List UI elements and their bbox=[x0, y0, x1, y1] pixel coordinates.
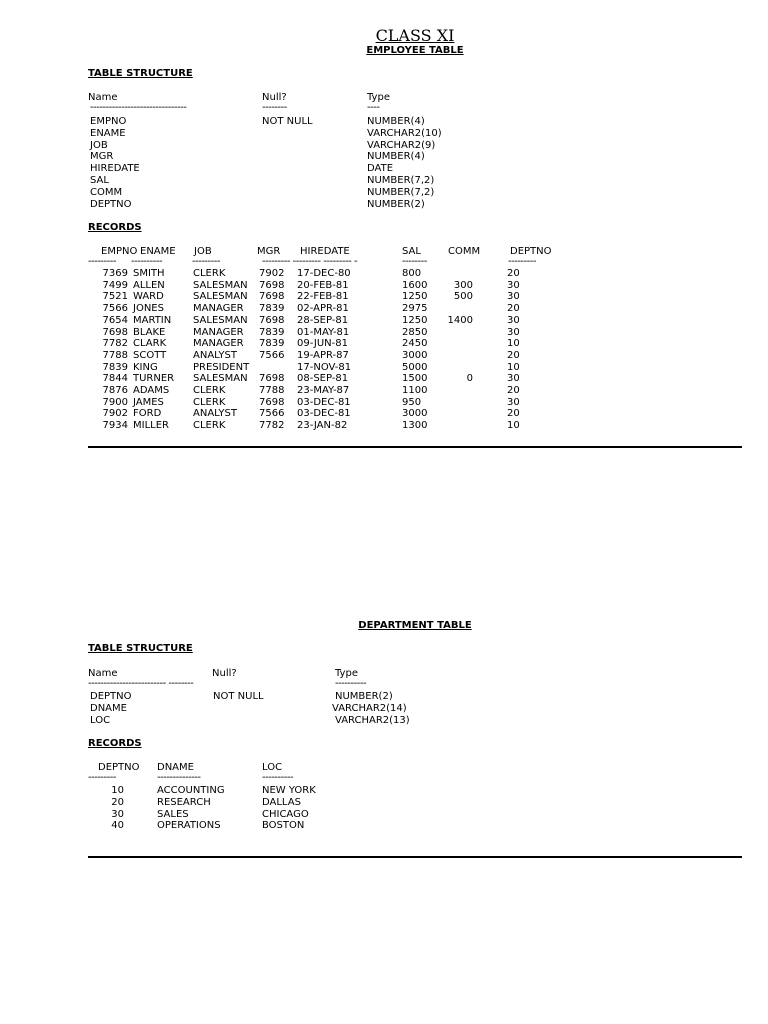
record-empno: 7788 bbox=[102, 349, 128, 361]
record-mgr: 7788 bbox=[259, 385, 285, 396]
record-job: ANALYST bbox=[193, 408, 237, 420]
record-job: MANAGER bbox=[193, 326, 244, 338]
structure-null: NOT NULL bbox=[213, 691, 264, 702]
employee-structure-dash-name: ------------------------------- bbox=[90, 102, 187, 113]
structure-name: LOC bbox=[90, 714, 111, 726]
record-deptno: 40 bbox=[111, 820, 124, 832]
record-sal: 2850 bbox=[402, 326, 428, 338]
record-sal: 1300 bbox=[402, 420, 428, 432]
department-header-dname: DNAME bbox=[157, 762, 194, 773]
record-job: CLERK bbox=[193, 420, 226, 432]
record-deptno: 20 bbox=[111, 796, 124, 808]
record-deptno: 10 bbox=[507, 420, 520, 432]
record-empno: 7782 bbox=[102, 338, 128, 350]
structure-type: VARCHAR2(9) bbox=[367, 139, 436, 151]
record-ename: WARD bbox=[133, 291, 164, 303]
department-dash-dname: -------------- bbox=[157, 772, 201, 783]
employee-header-deptno: DEPTNO bbox=[510, 246, 552, 257]
employee-structure-heading: TABLE STRUCTURE bbox=[88, 68, 193, 79]
record-deptno: 20 bbox=[507, 385, 520, 396]
department-section-rule bbox=[88, 856, 742, 858]
record-hiredate: 23-JAN-82 bbox=[297, 420, 348, 432]
record-deptno: 30 bbox=[507, 326, 520, 338]
structure-name: HIREDATE bbox=[90, 163, 140, 175]
record-ename: ADAMS bbox=[133, 385, 170, 396]
record-deptno: 20 bbox=[507, 408, 520, 420]
structure-name: DEPTNO bbox=[90, 691, 132, 702]
record-ename: TURNER bbox=[133, 373, 175, 385]
structure-name: DNAME bbox=[90, 702, 127, 714]
record-ename: SMITH bbox=[133, 268, 165, 279]
structure-type: VARCHAR2(13) bbox=[335, 714, 410, 726]
record-hiredate: 09-JUN-81 bbox=[297, 338, 348, 350]
employee-header-ename: ENAME bbox=[140, 246, 176, 257]
record-job: SALESMAN bbox=[193, 314, 248, 326]
record-job: CLERK bbox=[193, 268, 226, 279]
record-empno: 7934 bbox=[102, 420, 128, 432]
department-table-title: DEPARTMENT TABLE bbox=[358, 620, 472, 631]
record-sal: 2450 bbox=[402, 338, 428, 350]
structure-name: EMPNO bbox=[90, 116, 127, 127]
record-mgr: 7839 bbox=[259, 303, 285, 315]
record-ename: BLAKE bbox=[133, 326, 166, 338]
record-ename: CLARK bbox=[133, 338, 167, 350]
record-deptno: 10 bbox=[507, 361, 520, 373]
structure-type: NUMBER(2) bbox=[335, 691, 393, 702]
structure-null: NOT NULL bbox=[262, 116, 313, 127]
record-empno: 7900 bbox=[102, 396, 128, 408]
record-job: CLERK bbox=[193, 385, 226, 396]
department-dash-deptno: --------- bbox=[88, 772, 116, 783]
department-structure-header-type: Type bbox=[335, 668, 358, 679]
record-empno: 7369 bbox=[102, 268, 128, 279]
record-job: PRESIDENT bbox=[193, 361, 250, 373]
department-structure-dash-type: ---------- bbox=[335, 678, 367, 689]
department-structure-dash-namenull: ------------------------- -------- bbox=[88, 678, 194, 689]
employee-dash-job: --------- bbox=[192, 256, 220, 267]
record-mgr: 7566 bbox=[259, 349, 285, 361]
employee-header-comm: COMM bbox=[448, 246, 481, 257]
department-records-heading: RECORDS bbox=[88, 738, 142, 749]
employee-dash-deptno: --------- bbox=[508, 256, 536, 267]
record-mgr: 7698 bbox=[259, 279, 285, 291]
record-hiredate: 17-NOV-81 bbox=[297, 361, 352, 373]
employee-table-title: EMPLOYEE TABLE bbox=[366, 45, 464, 56]
structure-name: SAL bbox=[90, 175, 109, 186]
employee-dash-sal: -------- bbox=[402, 256, 427, 267]
structure-type: DATE bbox=[367, 163, 394, 175]
record-comm: 0 bbox=[466, 373, 473, 385]
employee-dash-ename: ---------- bbox=[131, 256, 163, 267]
record-job: SALESMAN bbox=[193, 291, 248, 303]
record-empno: 7839 bbox=[102, 361, 128, 373]
structure-name: DEPTNO bbox=[90, 198, 132, 210]
structure-name: MGR bbox=[90, 151, 114, 163]
record-sal: 2975 bbox=[402, 303, 428, 315]
record-hiredate: 03-DEC-81 bbox=[297, 408, 351, 420]
record-mgr: 7839 bbox=[259, 338, 285, 350]
record-ename: ALLEN bbox=[133, 279, 165, 291]
employee-structure-header-type: Type bbox=[367, 92, 390, 103]
record-sal: 3000 bbox=[402, 349, 428, 361]
employee-dash-empno: --------- bbox=[88, 256, 116, 267]
record-deptno: 30 bbox=[507, 396, 520, 408]
record-ename: MILLER bbox=[133, 420, 169, 432]
employee-structure-header-null: Null? bbox=[262, 92, 287, 103]
record-hiredate: 28-SEP-81 bbox=[297, 314, 349, 326]
record-loc: DALLAS bbox=[262, 796, 301, 808]
department-structure-header-null: Null? bbox=[212, 668, 237, 679]
department-header-deptno: DEPTNO bbox=[98, 762, 140, 773]
record-hiredate: 03-DEC-81 bbox=[297, 396, 351, 408]
structure-name: ENAME bbox=[90, 127, 126, 139]
structure-name: COMM bbox=[90, 186, 123, 198]
record-hiredate: 01-MAY-81 bbox=[297, 326, 350, 338]
record-deptno: 30 bbox=[507, 314, 520, 326]
record-ename: MARTIN bbox=[133, 314, 172, 326]
structure-name: JOB bbox=[90, 139, 108, 151]
department-header-loc: LOC bbox=[262, 762, 283, 773]
structure-type: NUMBER(4) bbox=[367, 116, 425, 127]
employee-header-empno: EMPNO bbox=[101, 246, 138, 257]
record-hiredate: 08-SEP-81 bbox=[297, 373, 349, 385]
record-empno: 7654 bbox=[102, 314, 128, 326]
record-empno: 7566 bbox=[102, 303, 128, 315]
record-deptno: 20 bbox=[507, 349, 520, 361]
employee-header-sal: SAL bbox=[402, 246, 421, 257]
record-hiredate: 23-MAY-87 bbox=[297, 385, 350, 396]
record-job: SALESMAN bbox=[193, 279, 248, 291]
record-dname: OPERATIONS bbox=[157, 820, 221, 832]
record-comm: 500 bbox=[453, 291, 473, 303]
record-dname: RESEARCH bbox=[157, 796, 211, 808]
record-sal: 1600 bbox=[402, 279, 428, 291]
record-deptno: 20 bbox=[507, 303, 520, 315]
record-sal: 5000 bbox=[402, 361, 428, 373]
record-hiredate: 19-APR-87 bbox=[297, 349, 349, 361]
employee-records-heading: RECORDS bbox=[88, 222, 142, 233]
department-structure-header-name: Name bbox=[88, 668, 118, 679]
record-mgr: 7566 bbox=[259, 408, 285, 420]
record-deptno: 10 bbox=[111, 785, 124, 796]
record-sal: 800 bbox=[402, 268, 422, 279]
record-mgr: 7698 bbox=[259, 314, 285, 326]
record-mgr: 7782 bbox=[259, 420, 285, 432]
record-ename: SCOTT bbox=[133, 349, 167, 361]
record-hiredate: 02-APR-81 bbox=[297, 303, 349, 315]
record-deptno: 30 bbox=[507, 291, 520, 303]
record-hiredate: 17-DEC-80 bbox=[297, 268, 351, 279]
employee-section-rule bbox=[88, 446, 742, 448]
employee-dash-mgrhire: --------- --------- --------- - bbox=[262, 256, 358, 267]
record-mgr: 7698 bbox=[259, 396, 285, 408]
record-hiredate: 22-FEB-81 bbox=[297, 291, 349, 303]
record-ename: FORD bbox=[133, 408, 162, 420]
record-job: ANALYST bbox=[193, 349, 237, 361]
structure-type: NUMBER(7,2) bbox=[367, 175, 435, 186]
record-ename: JONES bbox=[133, 303, 164, 315]
record-loc: BOSTON bbox=[262, 820, 305, 832]
record-deptno: 30 bbox=[111, 808, 124, 820]
structure-type: NUMBER(4) bbox=[367, 151, 425, 163]
record-sal: 1100 bbox=[402, 385, 428, 396]
record-sal: 1250 bbox=[402, 291, 428, 303]
record-empno: 7499 bbox=[102, 279, 128, 291]
record-mgr: 7902 bbox=[259, 268, 285, 279]
record-mgr: 7839 bbox=[259, 326, 285, 338]
employee-structure-dash-null: -------- bbox=[262, 102, 287, 113]
record-deptno: 10 bbox=[507, 338, 520, 350]
structure-type: NUMBER(7,2) bbox=[367, 186, 435, 198]
record-deptno: 30 bbox=[507, 279, 520, 291]
employee-header-hiredate: HIREDATE bbox=[300, 246, 350, 257]
record-sal: 1250 bbox=[402, 314, 428, 326]
record-empno: 7876 bbox=[102, 385, 128, 396]
record-job: CLERK bbox=[193, 396, 226, 408]
record-dname: SALES bbox=[157, 808, 189, 820]
department-dash-loc: ---------- bbox=[262, 772, 294, 783]
structure-type: VARCHAR2(10) bbox=[367, 127, 442, 139]
record-empno: 7902 bbox=[102, 408, 128, 420]
record-loc: NEW YORK bbox=[262, 785, 316, 796]
record-empno: 7844 bbox=[102, 373, 128, 385]
record-ename: KING bbox=[133, 361, 158, 373]
record-ename: JAMES bbox=[133, 396, 164, 408]
department-structure-heading: TABLE STRUCTURE bbox=[88, 643, 193, 654]
employee-structure-dash-type: ---- bbox=[367, 102, 380, 113]
record-empno: 7698 bbox=[102, 326, 128, 338]
employee-header-job: JOB bbox=[194, 246, 212, 257]
record-mgr: 7698 bbox=[259, 291, 285, 303]
employee-structure-header-name: Name bbox=[88, 92, 118, 103]
record-dname: ACCOUNTING bbox=[157, 785, 225, 796]
structure-type: NUMBER(2) bbox=[367, 198, 425, 210]
record-comm: 300 bbox=[453, 279, 473, 291]
record-mgr: 7698 bbox=[259, 373, 285, 385]
employee-header-mgr: MGR bbox=[257, 246, 281, 257]
record-hiredate: 20-FEB-81 bbox=[297, 279, 349, 291]
record-job: MANAGER bbox=[193, 303, 244, 315]
record-sal: 1500 bbox=[402, 373, 428, 385]
record-sal: 3000 bbox=[402, 408, 428, 420]
record-deptno: 20 bbox=[507, 268, 520, 279]
record-job: SALESMAN bbox=[193, 373, 248, 385]
record-loc: CHICAGO bbox=[262, 808, 309, 820]
record-deptno: 30 bbox=[507, 373, 520, 385]
structure-type: VARCHAR2(14) bbox=[332, 702, 407, 714]
record-job: MANAGER bbox=[193, 338, 244, 350]
record-empno: 7521 bbox=[102, 291, 128, 303]
record-sal: 950 bbox=[402, 396, 422, 408]
record-comm: 1400 bbox=[447, 314, 473, 326]
page-title: CLASS XI bbox=[375, 26, 455, 45]
